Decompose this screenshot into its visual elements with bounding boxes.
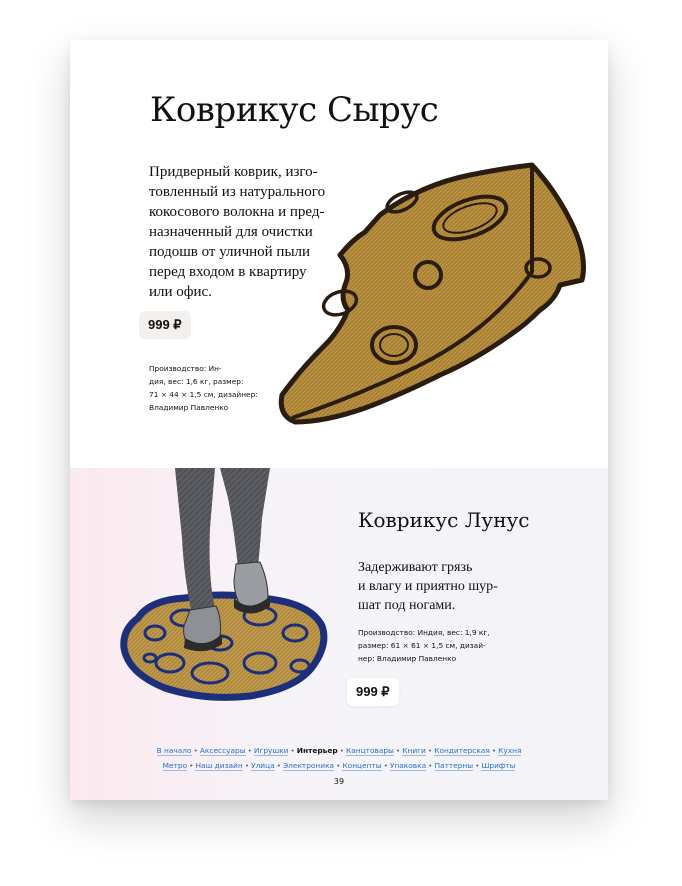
product-specs-moon: Производство: Индия, вес: 1,9 кг, размер: 61 × 61 × 1,5 см, дизай- нер: Владимир Павленко [358,628,490,663]
nav-link[interactable]: Шрифты [481,761,516,770]
nav-separator: • [193,746,198,755]
nav-separator: • [339,746,345,755]
nav-link[interactable]: Электроника [283,761,335,770]
product-description-cheese: Придверный коврик, изго- товленный из натурального кокосового волокна и пред- назначенный для очистки подошв от уличной пыли перед входом в квартиру или офис. [149,164,326,300]
nav-line-1 [70,743,608,758]
product-title-cheese: Коврикус Сырус [150,90,439,130]
nav-link[interactable]: Кухня [498,746,522,755]
nav-link[interactable]: Наш дизайн [195,761,243,770]
nav-separator: • [189,761,194,770]
nav-separator: • [383,761,388,770]
moon-mat-image [110,468,340,708]
nav-separator: • [428,761,433,770]
nav-separator: • [395,746,401,755]
nav-separator: • [336,761,341,770]
nav-separator: • [491,746,497,755]
product-description-moon: Задерживают грязь и влагу и приятно шур- шат под ногами. [358,560,498,613]
catalog-page [70,40,608,800]
catalog-navigation [70,743,608,773]
nav-line-2 [70,758,608,773]
price-badge-cheese: 999 ₽ [139,311,191,339]
nav-link[interactable]: Улица [251,761,275,770]
price-badge-moon: 999 ₽ [347,678,399,706]
product-title-moon: Коврикус Лунус [358,508,530,532]
nav-separator: • [276,761,282,770]
nav-link[interactable]: Аксессуары [199,746,246,755]
nav-link[interactable]: Метро [162,761,188,770]
nav-separator: • [427,746,433,755]
nav-link[interactable]: Кондитерская [434,746,490,755]
nav-link: Интерьер [296,746,338,755]
nav-separator: • [244,761,250,770]
nav-link[interactable]: Книги [402,746,426,755]
nav-separator: • [247,746,252,755]
nav-link[interactable]: Игрушки [253,746,289,755]
nav-separator: • [290,746,295,755]
product-specs-cheese: Производство: Ин- дия, вес: 1,6 кг, размер: 71 × 44 × 1,5 см, дизайнер: Владимир Павленко [149,364,258,412]
page-number: 39 [333,777,345,786]
nav-link[interactable]: Паттерны [434,761,474,770]
cheese-mat-image [270,160,590,430]
nav-link[interactable]: Концепты [342,761,382,770]
nav-link[interactable]: В начало [156,746,192,755]
nav-separator: • [475,761,480,770]
nav-link[interactable]: Упаковка [389,761,427,770]
nav-link[interactable]: Канцтовары [346,746,394,755]
